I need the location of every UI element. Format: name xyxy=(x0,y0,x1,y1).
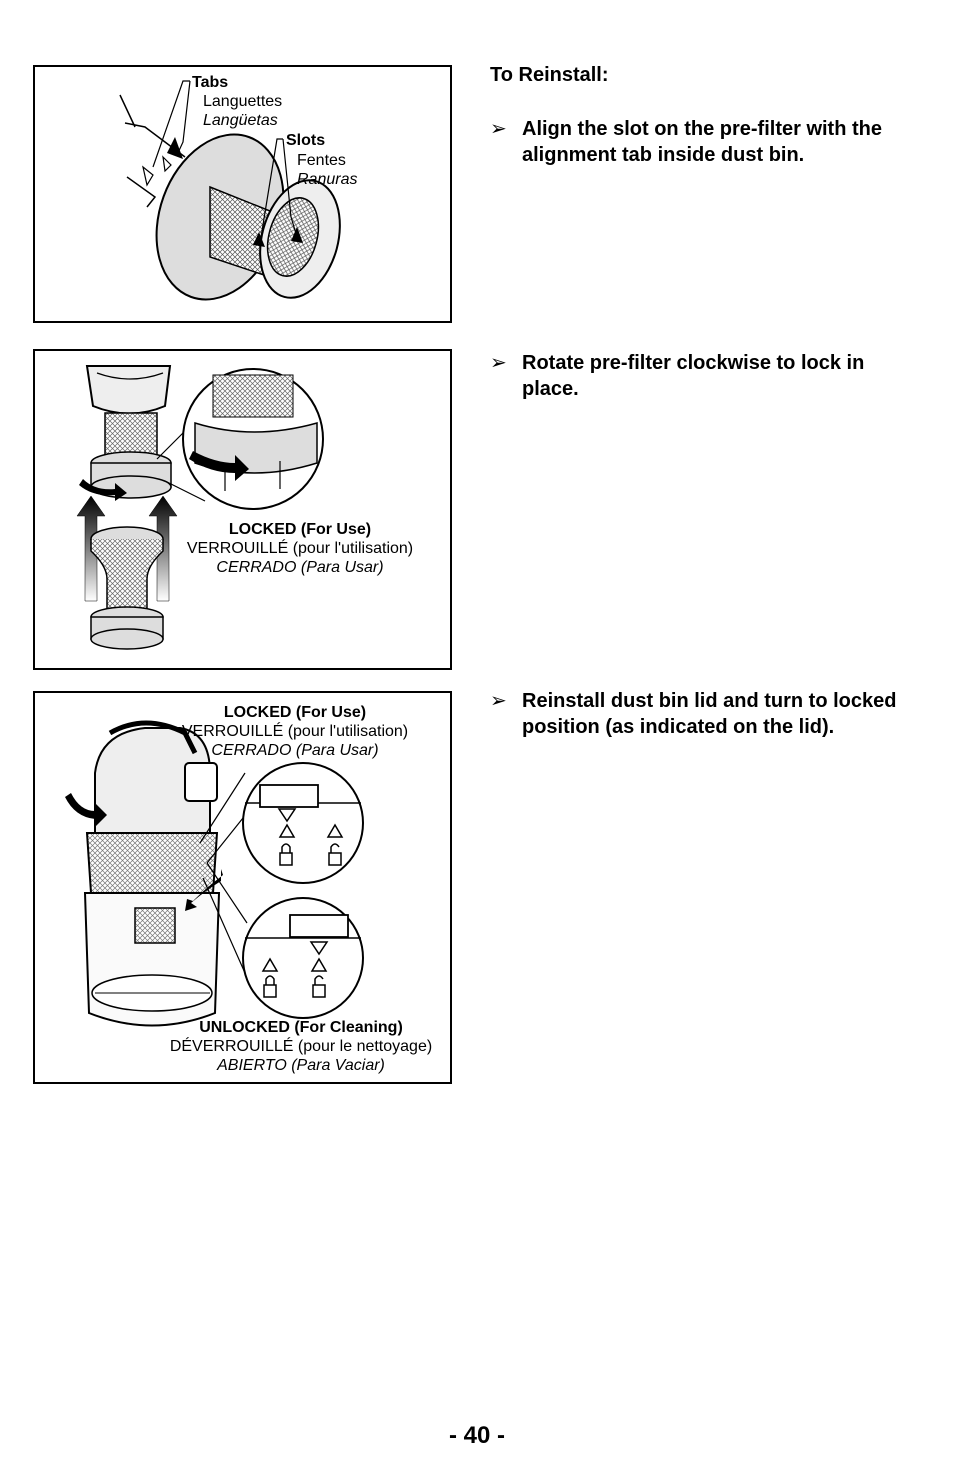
locked-label-es: CERRADO (Para Usar) xyxy=(211,742,379,759)
figure-prefilter-alignment xyxy=(33,65,452,323)
locked-label: LOCKED (For Use) xyxy=(228,521,372,538)
instruction-step-3 xyxy=(490,688,910,740)
slots-label: Slots xyxy=(286,132,326,149)
instruction-step-1 xyxy=(490,116,910,168)
figure-dust-bin-lid xyxy=(33,691,452,1084)
tabs-label-es: Langüetas xyxy=(203,112,278,129)
arrow-bullet-icon: ➢ xyxy=(490,690,507,712)
page-number: - 40 - xyxy=(448,1422,505,1449)
arrow-bullet-icon: ➢ xyxy=(490,352,507,374)
locked-label-block xyxy=(180,520,420,577)
locked-label-fr: VERROUILLÉ (pour l'utilisation) xyxy=(186,540,414,557)
unlocked-label-block xyxy=(160,1018,442,1075)
tabs-label: Tabs xyxy=(192,74,229,91)
step-text: Rotate pre-filter clockwise to lock in place. xyxy=(522,352,865,400)
arrow-bullet-icon: ➢ xyxy=(490,118,507,140)
locked-label-block xyxy=(170,703,420,760)
instruction-step-2 xyxy=(490,350,910,402)
unlocked-label: UNLOCKED (For Cleaning) xyxy=(199,1019,403,1036)
slots-label-fr: Fentes xyxy=(297,152,346,169)
unlocked-label-es: ABIERTO (Para Vaciar) xyxy=(217,1057,385,1074)
locked-label-es: CERRADO (Para Usar) xyxy=(216,559,384,576)
slots-label-es: Ranuras xyxy=(297,171,358,188)
section-heading: To Reinstall: xyxy=(490,64,609,86)
figure-prefilter-rotate xyxy=(33,349,452,670)
step-text: Align the slot on the pre-filter with the alignment tab inside dust bin. xyxy=(522,118,882,166)
locked-label-fr: VERROUILLÉ (pour l'utilisation) xyxy=(181,723,409,740)
unlocked-label-fr: DÉVERROUILLÉ (pour le nettoyage) xyxy=(169,1038,433,1055)
locked-label: LOCKED (For Use) xyxy=(223,704,367,721)
step-text: Reinstall dust bin lid and turn to locked position (as indicated on the lid). xyxy=(522,690,897,738)
rotate-illustration xyxy=(35,351,450,668)
tabs-label-fr: Languettes xyxy=(203,93,283,110)
